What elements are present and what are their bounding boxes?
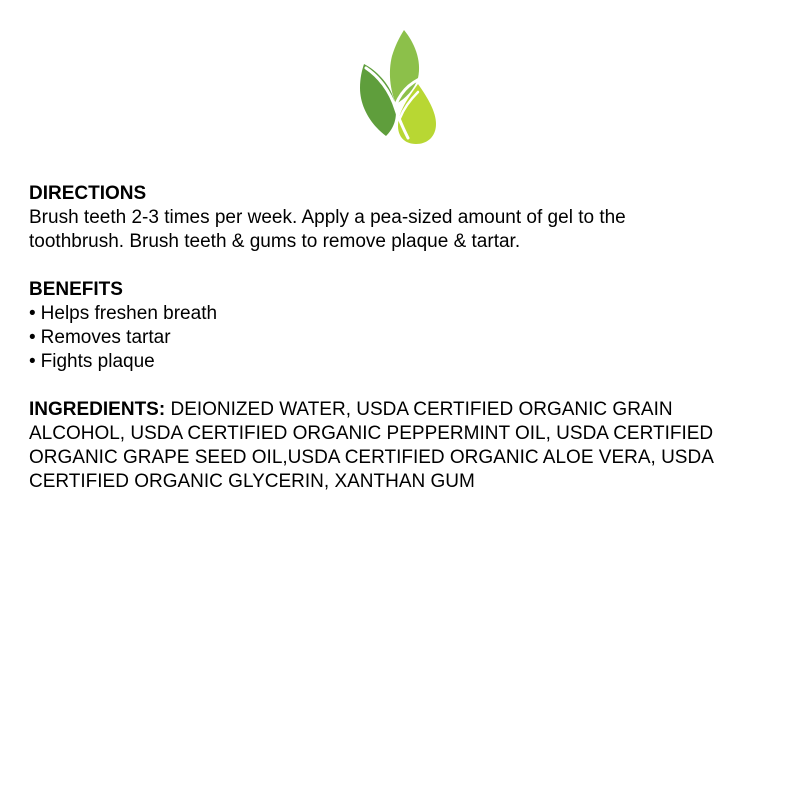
directions-line: toothbrush. Brush teeth & gums to remove plaque & tartar. xyxy=(29,231,521,252)
benefits-list xyxy=(29,302,774,374)
ingredients-section xyxy=(29,398,774,494)
benefit-item xyxy=(29,350,774,374)
ingredients-line xyxy=(29,398,774,422)
bullet-icon: • xyxy=(29,303,36,324)
benefit-text: Fights plaque xyxy=(40,351,155,372)
benefits-section xyxy=(29,278,774,374)
bullet-icon: • xyxy=(29,351,36,372)
benefit-text: Helps freshen breath xyxy=(40,303,218,324)
ingredients-line: ALCOHOL, USDA CERTIFIED ORGANIC PEPPERMINT OIL, USDA CERTIFIED xyxy=(29,423,714,444)
benefit-item xyxy=(29,302,774,326)
benefits-heading: BENEFITS xyxy=(29,279,123,300)
benefit-item xyxy=(29,326,774,350)
directions-heading: DIRECTIONS xyxy=(29,183,147,204)
directions-section xyxy=(29,182,774,254)
ingredients-line: ORGANIC GRAPE SEED OIL,USDA CERTIFIED ORGANIC ALOE VERA, USDA xyxy=(29,447,714,468)
product-info xyxy=(29,182,774,518)
ingredients-text: DEIONIZED WATER, USDA CERTIFIED ORGANIC GRAIN xyxy=(165,399,673,420)
ingredients-label: INGREDIENTS: xyxy=(29,399,166,420)
leaves-icon xyxy=(356,26,440,150)
directions-line: Brush teeth 2-3 times per week. Apply a pea-sized amount of gel to the xyxy=(29,207,626,228)
benefit-text: Removes tartar xyxy=(40,327,171,348)
brand-logo xyxy=(356,26,440,150)
bullet-icon: • xyxy=(29,327,36,348)
ingredients-line: CERTIFIED ORGANIC GLYCERIN, XANTHAN GUM xyxy=(29,471,475,492)
